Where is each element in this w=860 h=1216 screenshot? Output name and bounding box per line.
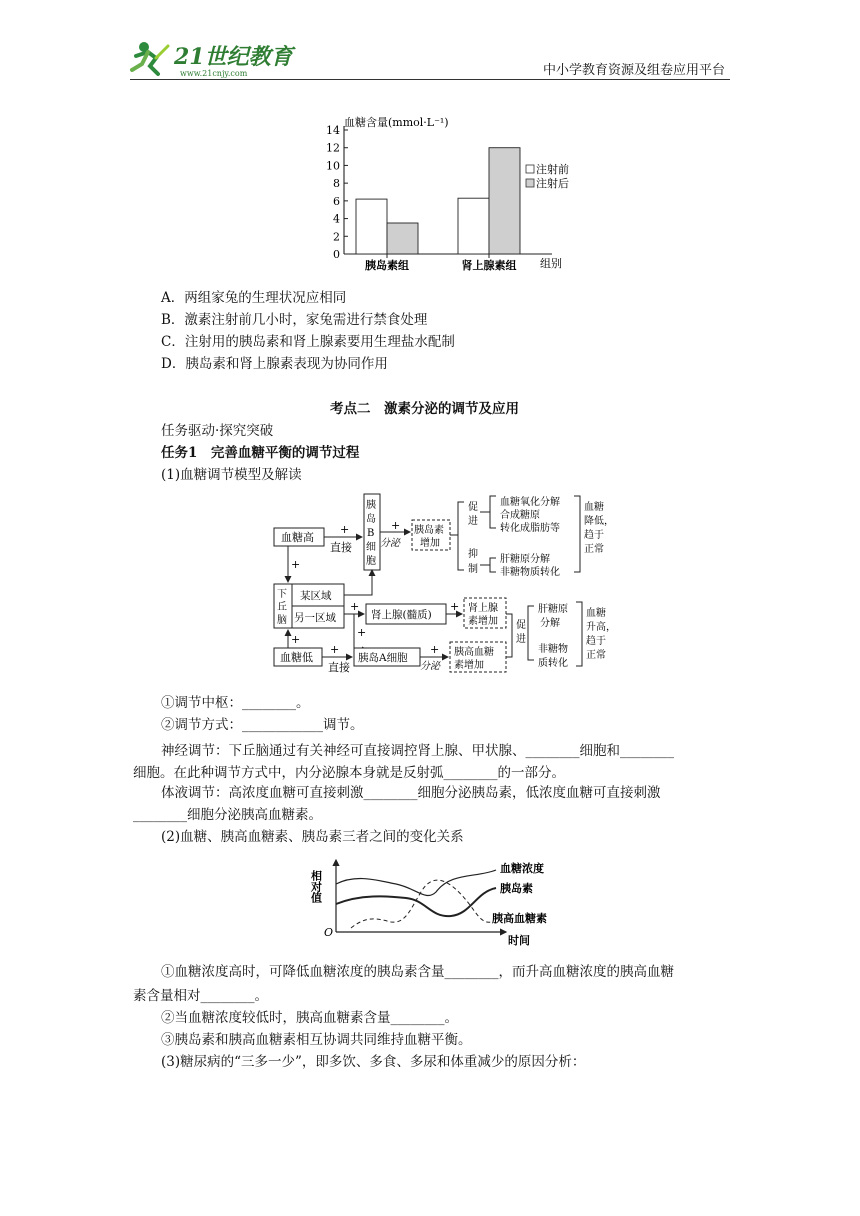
svg-text:+: + — [291, 633, 301, 646]
line-humoral-2: ________细胞分泌胰高血糖素。 — [133, 807, 322, 823]
bar-chart — [300, 110, 590, 275]
task-driver: 任务驱动·探究突破 — [161, 423, 274, 439]
label-high-glucose: 血糖高 — [281, 531, 314, 544]
svg-text:升高，: 升高， — [586, 622, 616, 633]
line-q3: ③胰岛素和胰高血糖素相互协调共同维持血糖平衡。 — [161, 1032, 472, 1048]
legend-label-before: 注射前 — [536, 163, 569, 176]
regulation-diagram — [268, 490, 628, 680]
svg-text:降低，: 降低， — [584, 516, 614, 527]
label-promote-1: 促 — [468, 502, 478, 513]
label-adrenal: 肾上腺(髓质) — [371, 609, 432, 621]
svg-text:岛: 岛 — [366, 514, 376, 525]
option-d: D．胰岛素和肾上腺素表现为协同作用 — [161, 356, 388, 372]
svg-text:正常: 正常 — [584, 544, 604, 555]
label-secrete-2: 分泌 — [420, 661, 440, 672]
svg-text:+: + — [450, 600, 460, 613]
header-divider — [130, 79, 730, 80]
line-q2: ②当血糖浓度较低时，胰高血糖素含量________。 — [161, 1010, 458, 1026]
label-islet-a: 胰岛A细胞 — [358, 652, 408, 664]
sub2-title: (2)血糖、胰高血糖素、胰岛素三者之间的变化关系 — [161, 829, 464, 845]
effect-glycogen: 合成糖原 — [500, 510, 540, 521]
sub3-title: (3)糖尿病的“三多一少”，即多饮、多食、多尿和体重减少的原因分析： — [161, 1054, 586, 1070]
svg-text:脑: 脑 — [277, 615, 287, 626]
svg-text:+: + — [391, 519, 401, 532]
line-center: ①调节中枢：________。 — [161, 695, 310, 711]
svg-text:+: + — [350, 600, 360, 613]
line-neural-1: 神经调节：下丘脑通过有关神经可直接调控肾上腺、甲状腺、________细胞和________ — [161, 743, 674, 759]
svg-text:+: + — [340, 523, 350, 536]
effect-inhibit-conversion: 非糖物质转化 — [500, 567, 560, 578]
curve-label-glucagon: 胰高血糖素 — [492, 912, 547, 925]
bar-chart-ytick-label: 6 — [333, 194, 340, 208]
svg-text:趋于: 趋于 — [584, 530, 604, 541]
bar-chart-ytick-label: 8 — [333, 177, 340, 191]
bar-chart-ylabel: 血糖含量(mmol·L⁻¹) — [344, 116, 449, 129]
label-direct-1: 直接 — [330, 541, 352, 554]
svg-text:制: 制 — [468, 564, 478, 575]
svg-text:丘: 丘 — [277, 602, 287, 613]
legend-label-after: 注射后 — [536, 177, 569, 190]
bar-chart-ytick-label: 12 — [326, 141, 340, 155]
option-c: C．注射用的胰岛素和肾上腺素要用生理盐水配制 — [161, 334, 455, 350]
curve-label-glucose: 血糖浓度 — [500, 862, 544, 875]
task1-title: 任务1 完善血糖平衡的调节过程 — [161, 445, 360, 461]
svg-text:肝糖原: 肝糖原 — [538, 604, 568, 615]
label-secrete-1: 分泌 — [380, 538, 400, 549]
svg-text:素增加: 素增加 — [468, 616, 498, 627]
svg-text:血糖: 血糖 — [586, 608, 606, 619]
svg-text:+: + — [430, 643, 440, 656]
svg-text:+: + — [330, 643, 340, 656]
svg-text:正常: 正常 — [586, 650, 606, 661]
label-low-glucose: 血糖低 — [280, 651, 313, 664]
svg-text:趋于: 趋于 — [586, 636, 606, 647]
label-area2: 另一区域 — [294, 612, 336, 624]
svg-text:素增加: 素增加 — [454, 660, 484, 671]
site-logo — [128, 38, 298, 80]
option-a: A．两组家兔的生理状况应相同 — [161, 290, 347, 306]
label-area1: 某区域 — [300, 590, 332, 602]
bar-chart-category-label: 肾上腺素组 — [461, 259, 517, 272]
bar — [387, 223, 418, 254]
effect-oxidation: 血糖氧化分解 — [500, 497, 560, 508]
bar-chart-ytick-label: 14 — [326, 124, 340, 137]
svg-text:胰高血糖: 胰高血糖 — [454, 647, 494, 658]
line-method: ②调节方式：____________调节。 — [161, 717, 364, 733]
svg-text:进: 进 — [468, 516, 478, 527]
label-promote-2: 促 — [516, 620, 526, 631]
line-q1a: ①血糖浓度高时，可降低血糖浓度的胰岛素含量________，而升高血糖浓度的胰高血糖 — [161, 964, 674, 980]
bar-chart-ytick-label: 0 — [333, 248, 340, 261]
svg-text:质转化: 质转化 — [538, 658, 568, 669]
bar-chart-ytick-label: 2 — [333, 230, 340, 244]
svg-text:胰: 胰 — [366, 500, 376, 511]
svg-text:B: B — [367, 528, 375, 539]
bar — [489, 148, 520, 254]
line-neural-2: 细胞。在此种调节方式中，内分泌腺本身就是反射弧________的一部分。 — [133, 765, 565, 781]
bar-chart-ytick-label: 4 — [333, 212, 340, 226]
section-title: 考点二 激素分泌的调节及应用 — [330, 401, 519, 417]
curve-xlabel: 时间 — [508, 934, 530, 947]
bar-chart-legend — [526, 162, 569, 190]
bar-chart-category-label: 胰岛素组 — [365, 259, 409, 272]
svg-text:非糖物: 非糖物 — [538, 644, 568, 655]
logo-text: 21世纪教育 — [174, 44, 293, 70]
svg-text:进: 进 — [516, 634, 526, 645]
bar — [458, 198, 489, 254]
bar-chart-xlabel: 组别 — [540, 257, 562, 270]
curve-blood-glucose — [336, 870, 496, 896]
svg-text:肾上腺: 肾上腺 — [468, 603, 498, 614]
curve-insulin — [336, 888, 496, 916]
svg-text:增加: 增加 — [420, 538, 440, 549]
curve-chart — [309, 852, 586, 952]
svg-text:分解: 分解 — [540, 618, 560, 629]
option-b: B．激素注射前几小时，家兔需进行禁食处理 — [161, 312, 428, 328]
svg-text:细: 细 — [366, 542, 376, 553]
svg-text:胰岛素: 胰岛素 — [414, 525, 444, 536]
effect-inhibit-glycogenolysis: 肝糖原分解 — [500, 554, 550, 565]
svg-text:+: + — [291, 558, 301, 571]
line-q1b: 素含量相对________。 — [133, 988, 268, 1004]
bar — [356, 199, 387, 254]
legend-swatch-after — [526, 179, 534, 187]
legend-swatch-before — [526, 165, 534, 173]
label-inhibit: 抑 — [468, 549, 478, 560]
line-humoral-1: 体液调节：高浓度血糖可直接刺激________细胞分泌胰岛素，低浓度血糖可直接刺激 — [161, 785, 661, 801]
effect-fat: 转化成脂肪等 — [500, 523, 560, 534]
svg-text:血糖: 血糖 — [584, 502, 604, 513]
svg-text:+: + — [357, 626, 367, 639]
logo-url: www.21cnjy.com — [180, 69, 248, 78]
curve-ylabel: 相对值 — [309, 870, 323, 903]
bar-chart-ytick-label: 10 — [326, 159, 340, 173]
platform-name: 中小学教育资源及组卷应用平台 — [543, 63, 726, 78]
label-direct-2: 直接 — [328, 661, 350, 674]
sub1-title: (1)血糖调节模型及解读 — [161, 467, 302, 483]
svg-text:下: 下 — [277, 589, 287, 600]
curve-origin: O — [324, 926, 334, 939]
curve-label-insulin: 胰岛素 — [500, 882, 533, 895]
svg-text:胞: 胞 — [366, 556, 376, 567]
runner-icon — [132, 42, 168, 74]
